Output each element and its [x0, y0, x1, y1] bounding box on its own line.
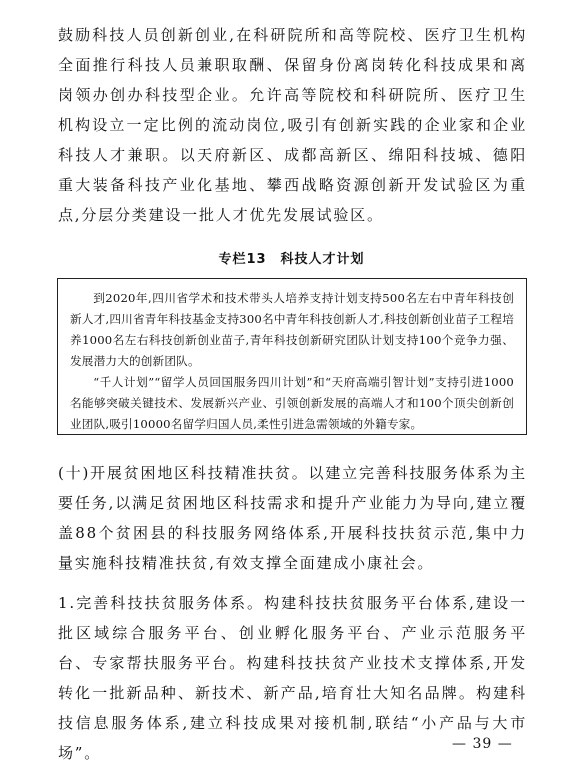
column-box-talent-plan [57, 278, 527, 435]
column-box-paragraph-2: “千人计划”“留学人员回国服务四川计划”和“天府高端引智计划”支持引进1000名能够突破关键技术、发展新兴产业、引领创新发展的高端人才和100个顶尖创新创业团队,吸引10000名留学归国人员,柔性引进急需领域的外籍专家。 [70, 375, 514, 431]
column-box-title: 专栏13 科技人才计划 [218, 252, 365, 267]
column-box-paragraph-1: 到2020年,四川省学术和技术带头人培养支持计划支持500名左右中青年科技创新人才,四川省青年科技基金支持300名中青年科技创新人才,科技创新创业苗子工程培养1000名左右科技创新创业苗子,青年科技创新研究团队计划支持100个竞争力强、发展潜力大的创新团队。 [70, 291, 514, 368]
section-ten-paragraph: (十)开展贫困地区科技精准扶贫。以建立完善科技服务体系为主要任务,以满足贫困地区科技需求和提升产业能力为导向,建立覆盖88个贫困县的科技服务网络体系,开展科技扶贫示范,集中力量实施科技精准扶贫,有效支撑全面建成小康社会。 [58, 464, 527, 572]
item-one-paragraph: 1.完善科技扶贫服务体系。构建科技扶贫服务平台体系,建设一批区域综合服务平台、创业孵化服务平台、产业示范服务平台、专家帮扶服务平台。构建科技扶贫产业技术支撑体系,开发转化一批新品种、新技术、新产品,培育壮大知名品牌。构建科技信息服务体系,建立科技成果对接机制,联结“小产品与大市场”。 [58, 594, 527, 762]
body-paragraph-talent-innovation: 鼓励科技人员创新创业,在科研院所和高等院校、医疗卫生机构全面推行科技人员兼职取酬、保留身份离岗转化科技成果和离岗领办创办科技型企业。允许高等院校和科研院所、医疗卫生机构设立一定比例的流动岗位,吸引有创新实践的企业家和企业科技人才兼职。以天府新区、成都高新区、绵阳科技城、德阳重大装备科技产业化基地、攀西战略资源创新开发试验区为重点,分层分类建设一批人才优先发展试验区。 [58, 26, 527, 224]
page-number: — 39 — [452, 736, 513, 752]
